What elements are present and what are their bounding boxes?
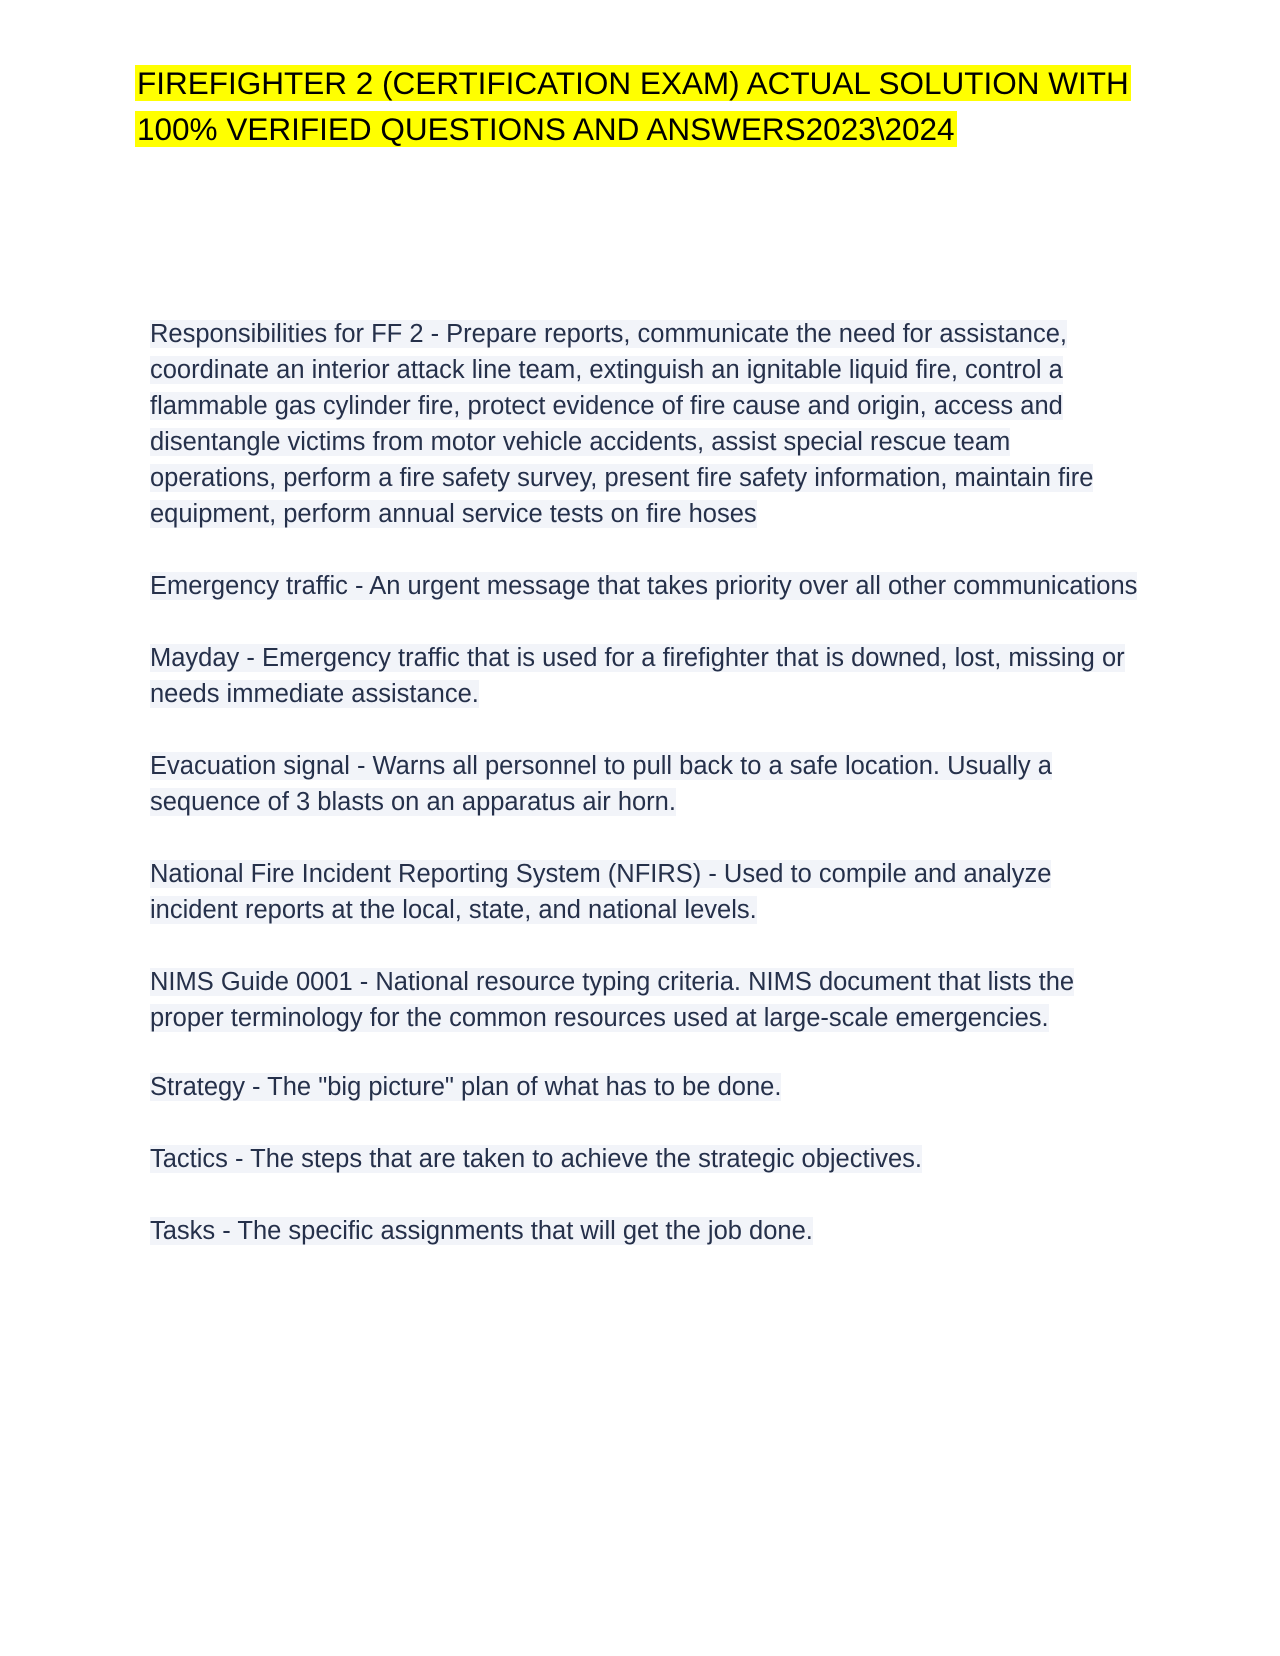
entry-text: Strategy - The "big picture" plan of what has to be done. xyxy=(150,1073,782,1101)
spacer xyxy=(150,1036,1140,1069)
spacer xyxy=(150,532,1140,568)
entry-text: Mayday - Emergency traffic that is used for a firefighter that is downed, lost, missing or needs immediate assistance. xyxy=(150,644,1125,708)
entry-text: NIMS Guide 0001 - National resource typing criteria. NIMS document that lists the proper terminology for the common resources used at large-scale emergencies. xyxy=(150,968,1075,1032)
entry-strategy xyxy=(150,1069,1140,1105)
title-text: FIREFIGHTER 2 (CERTIFICATION EXAM) ACTUAL SOLUTION WITH 100% VERIFIED QUESTIONS AND ANSWERS2023\2024 xyxy=(137,65,1129,147)
entry-mayday xyxy=(150,640,1140,712)
entry-text: Tasks - The specific assignments that will get the job done. xyxy=(150,1217,813,1245)
entry-text: National Fire Incident Reporting System (NFIRS) - Used to compile and analyze incident reports at the local, state, and national levels. xyxy=(150,860,1052,924)
entry-emergency-traffic xyxy=(150,568,1140,604)
spacer xyxy=(150,712,1140,748)
entry-text: Evacuation signal - Warns all personnel to pull back to a safe location. Usually a sequence of 3 blasts on an apparatus air horn. xyxy=(150,752,1052,816)
entry-text: Responsibilities for FF 2 - Prepare reports, communicate the need for assistance, coordinate an interior attack line team, extinguish an ignitable liquid fire, control a flammable gas cylinder fire, protect evidence of fire cause and origin, access and disentangle victims from motor vehicle accidents, assist special rescue team operations, perform a fire safety survey, present fire safety information, maintain fire equipment, perform annual service tests on fire hoses xyxy=(150,320,1094,528)
entry-nims-guide xyxy=(150,964,1140,1036)
entry-tactics xyxy=(150,1141,1140,1177)
entry-tasks xyxy=(150,1213,1140,1249)
entry-evacuation-signal xyxy=(150,748,1140,820)
spacer xyxy=(150,604,1140,640)
entry-text: Tactics - The steps that are taken to achieve the strategic objectives. xyxy=(150,1145,923,1173)
spacer xyxy=(150,1177,1140,1213)
entry-nfirs xyxy=(150,856,1140,928)
entry-text: Emergency traffic - An urgent message that takes priority over all other communications xyxy=(150,572,1138,600)
spacer xyxy=(150,820,1140,856)
document-title xyxy=(135,60,1145,152)
qa-entries xyxy=(150,316,1140,1249)
spacer xyxy=(150,1105,1140,1141)
entry-responsibilities xyxy=(150,316,1140,532)
spacer xyxy=(150,928,1140,964)
